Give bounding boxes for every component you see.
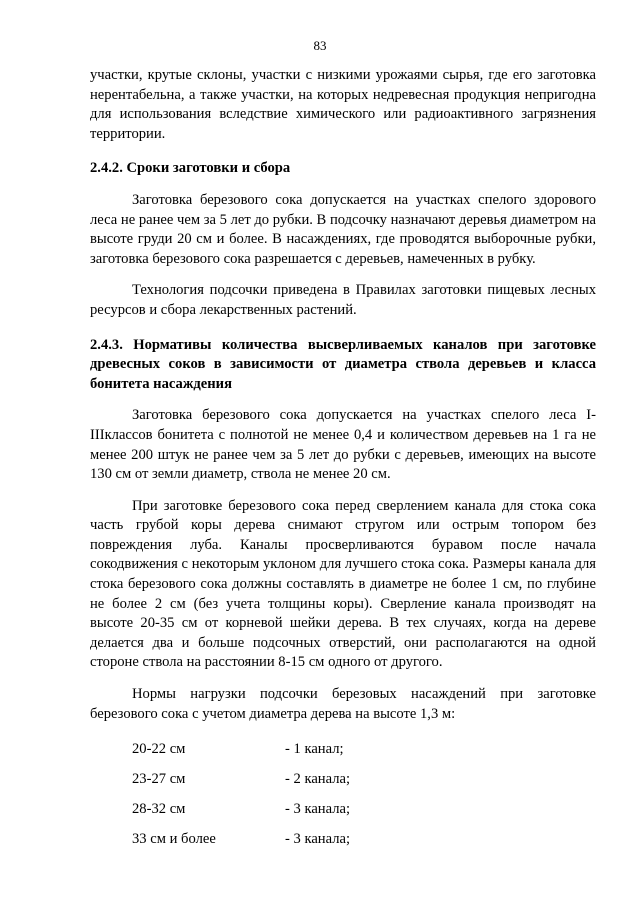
paragraph-2-4-3-1: Заготовка березового сока допускается на участках спелого леса I-IIIклассов бонитета с полнотой не менее 0,4 и количеством деревьев на 1 га не менее 200 штук не ранее чем за 5 лет до рубки с деревьев, имеющих на высоте 130 см от земли диаметр, ствола не менее 20 см.: [90, 407, 596, 483]
section-heading-2-4-2: 2.4.2. Сроки заготовки и сбора: [90, 160, 291, 177]
norm-channels: - 3 канала;: [285, 831, 351, 848]
norm-channels: - 2 канала;: [285, 771, 351, 788]
paragraph-2-4-2-1: Заготовка березового сока допускается на участках спелого здорового леса не ранее чем за 5 лет до рубки. В подсочку назначают деревья диаметром на высоте груди 20 см и более. В насаждениях, где проводятся выборочные рубки, заготовка березового сока разрешается с деревьев, намеченных в рубку.: [90, 191, 596, 267]
page-content: [90, 66, 596, 859]
norm-diameter: 23-27 см: [132, 771, 186, 788]
norm-row: [90, 799, 596, 819]
page-number: 83: [313, 38, 327, 53]
norm-row: [90, 829, 596, 849]
norm-channels: - 3 канала;: [285, 801, 351, 818]
norms-list: [90, 739, 596, 849]
paragraph-2-4-3-2: При заготовке березового сока перед сверлением канала для стока сока часть грубой коры дерева снимают стругом или острым топором без повреждения луба. Каналы просверливаются буравом после начала сокодвижения с некоторым уклоном для лучшего стока сока. Размеры канала для стока березового сока должны составлять в диаметре не более 1 см, по глубине не более 2 см (без учета толщины коры). Сверление канала производят на высоте 20-35 см от корневой шейки дерева. В тех случаях, когда на дереве делается два и больше подсочных отверстий, они располагаются на одной стороне ствола на расстоянии 8-15 см одного от другого.: [90, 497, 596, 671]
norm-row: [90, 739, 596, 759]
section-heading-2-4-3: 2.4.3. Нормативы количества высверливаемых каналов при заготовке древесных соков в зависимости от диаметра ствола деревьев и класса бонитета насаждения: [90, 336, 596, 392]
intro-paragraph: участки, крутые склоны, участки с низкими урожаями сырья, где его заготовка нерентабельна, а также участки, на которых недревесная продукция непригодна для использования вследствие химического или радиоактивного загрязнения территории.: [90, 67, 596, 142]
norm-diameter: 20-22 см: [132, 741, 186, 758]
paragraph-2-4-2-2: Технология подсочки приведена в Правилах заготовки пищевых лесных ресурсов и сбора лекарственных растений.: [90, 282, 596, 318]
norm-diameter: 33 см и более: [132, 831, 216, 848]
norm-channels: - 1 канал;: [285, 741, 344, 758]
norm-diameter: 28-32 см: [132, 801, 186, 818]
paragraph-2-4-3-3: Нормы нагрузки подсочки березовых насаждений при заготовке березового сока с учетом диаметра дерева на высоте 1,3 м:: [90, 686, 596, 722]
norm-row: [90, 769, 596, 789]
